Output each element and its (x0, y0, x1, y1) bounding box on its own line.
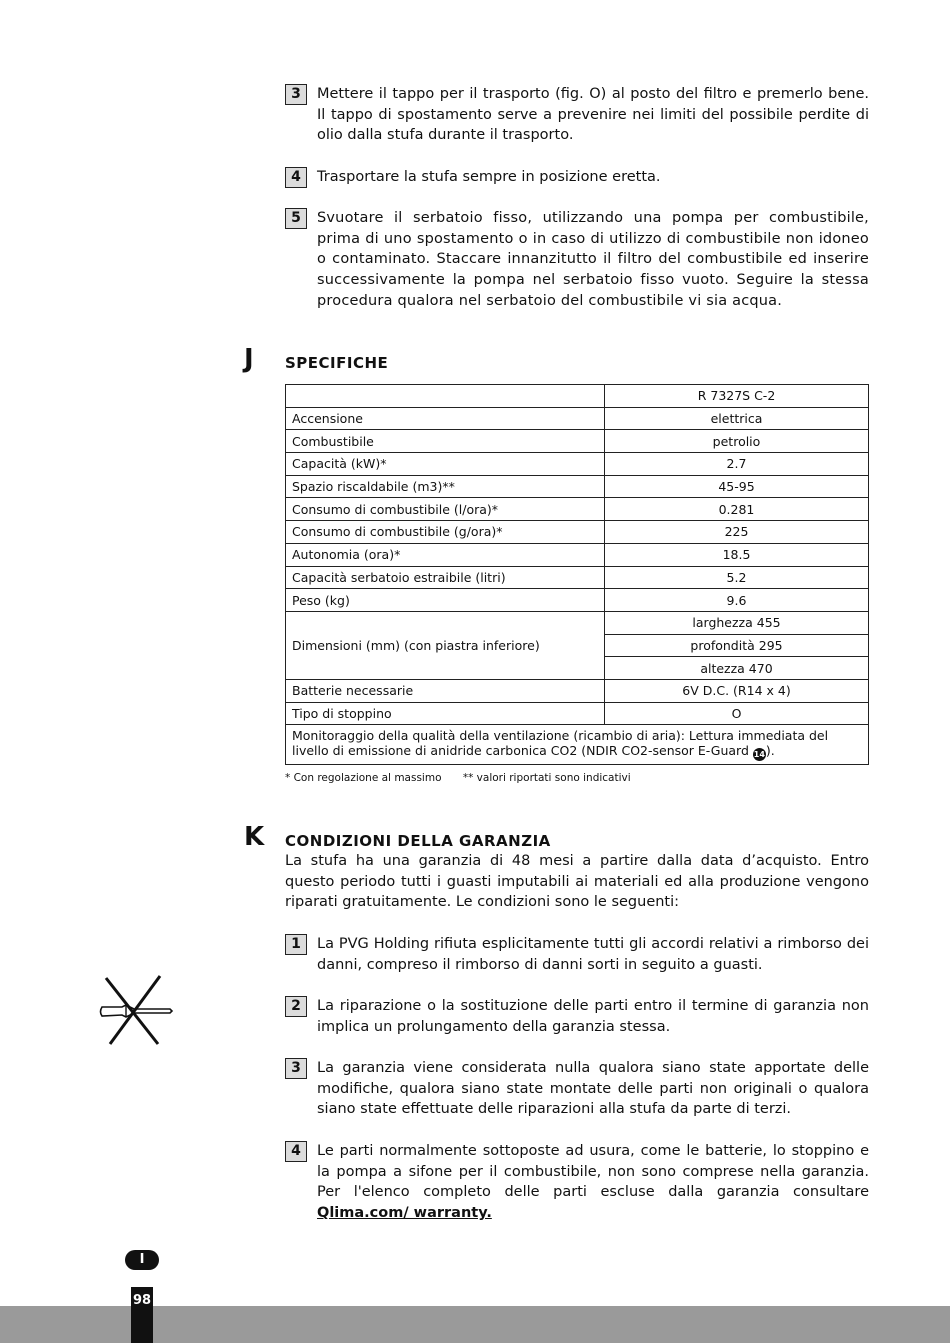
no-screwdriver-icon (96, 974, 176, 1046)
row-value: 18.5 (605, 543, 869, 566)
row-label: Consumo di combustibile (g/ora)* (286, 521, 605, 544)
step-3-transport-cap (285, 84, 869, 146)
footnotes (285, 772, 649, 784)
table-row (286, 589, 869, 612)
step-text (317, 1141, 869, 1224)
table-row (286, 543, 869, 566)
table-row (286, 725, 869, 765)
step-text: La riparazione o la sostituzione delle parti entro il termine di garanzia non implica un prolungamento della garanzia stessa. (317, 998, 869, 1035)
step-text: Svuotare il serbatoio fisso, utilizzando una pompa per combustibile, prima di uno spostamento o in caso di utilizzo di combustibile non idoneo o contaminato. Staccare innanzitutto il filtro del combustibile ed inserire successivamente la pompa nel serbatoio fisso vuoto. Seguire la stessa procedura qualora nel serbatoio del combustibile vi sia acqua. (317, 210, 869, 309)
row-label: Capacità serbatoio estraibile (litri) (286, 566, 605, 589)
row-label: Autonomia (ora)* (286, 543, 605, 566)
row-label: Consumo di combustibile (l/ora)* (286, 498, 605, 521)
step-5-empty-tank (285, 208, 869, 312)
table-row (286, 611, 869, 634)
row-value: petrolio (605, 430, 869, 453)
row-label: Capacità (kW)* (286, 453, 605, 476)
language-badge: I (125, 1250, 159, 1270)
warranty-step-1 (285, 934, 869, 975)
step-number: 3 (285, 1058, 307, 1079)
table-cell (286, 385, 605, 408)
row-label: Spazio riscaldabile (m3)** (286, 475, 605, 498)
table-row (286, 453, 869, 476)
warranty-step-3 (285, 1058, 869, 1120)
table-row (286, 702, 869, 725)
step-text: Mettere il tappo per il trasporto (fig. O) al posto del filtro e premerlo bene. Il tappo di spostamento serve a prevenire nei limiti del possibile perdite di olio dalla stufa durante il trasporto. (317, 86, 869, 144)
warranty-step-2 (285, 996, 869, 1037)
table-row (286, 475, 869, 498)
page-number: 98 (131, 1287, 153, 1343)
step-text-body: Le parti normalmente sottoposte ad usura, come le batterie, lo stoppino e la pompa a sifone per il combustibile, non sono comprese nella garanzia. Per l'elenco completo delle parti escluse dalla garanzia consultare (317, 1143, 869, 1201)
step-text: La garanzia viene considerata nulla qualora siano state apportate delle modifiche, qualora siano state montate delle parti non originali o qualora siano state effettuate delle riparazioni alla stufa da parte di terzi. (317, 1060, 869, 1118)
dimension-height: altezza 470 (605, 657, 869, 680)
section-title-garanzia: CONDIZIONI DELLA GARANZIA (285, 832, 551, 850)
note-end: ). (765, 743, 775, 759)
table-row (286, 679, 869, 702)
row-value: 45-95 (605, 475, 869, 498)
row-label: Peso (kg) (286, 589, 605, 612)
table-header-row (286, 385, 869, 408)
row-value: 6V D.C. (R14 x 4) (605, 679, 869, 702)
dimension-width: larghezza 455 (605, 611, 869, 634)
section-letter-j: J (244, 344, 254, 374)
footnote-indicative: ** valori riportati sono indicativi (462, 772, 631, 784)
table-row (286, 407, 869, 430)
step-number: 4 (285, 167, 307, 188)
table-row (286, 566, 869, 589)
row-value: 5.2 (605, 566, 869, 589)
row-value: 9.6 (605, 589, 869, 612)
note-text: Monitoraggio della qualità della ventilazione (ricambio di aria): Lettura immediata del livello di emissione di anidride carbonica CO2 (NDIR CO2-sensor E-Guard (292, 728, 829, 759)
table-row (286, 521, 869, 544)
row-value: 2.7 (605, 453, 869, 476)
dimensions-label: Dimensioni (mm) (con piastra inferiore) (286, 611, 605, 679)
row-value: O (605, 702, 869, 725)
row-label: Tipo di stoppino (286, 702, 605, 725)
footnote-max-setting: * Con regolazione al massimo (285, 772, 442, 784)
step-text: La PVG Holding rifiuta esplicitamente tutti gli accordi relativi a rimborso dei danni, compreso il rimborso di danni sorti in seguito a guasti. (317, 936, 869, 973)
row-value: 0.281 (605, 498, 869, 521)
section-letter-k: K (244, 822, 265, 852)
step-text: Trasportare la stufa sempre in posizione eretta. (317, 169, 661, 185)
step-number: 5 (285, 208, 307, 229)
warranty-intro: La stufa ha una garanzia di 48 mesi a partire dalla data d’acquisto. Entro questo periodo tutti i guasti imputabili ai materiali ed alla produzione vengono riparati gratuitamente. Le condizioni sono le seguenti: (285, 853, 869, 911)
table-row (286, 430, 869, 453)
row-value: elettrica (605, 407, 869, 430)
figure-ref-14: 14 (753, 750, 765, 760)
spec-table (285, 384, 869, 765)
step-number: 1 (285, 934, 307, 955)
step-number: 3 (285, 84, 307, 105)
row-label: Accensione (286, 407, 605, 430)
warranty-step-4 (285, 1141, 869, 1224)
row-label: Combustibile (286, 430, 605, 453)
step-4-upright (285, 167, 869, 188)
step-number: 2 (285, 996, 307, 1017)
warranty-link[interactable]: Qlima.com/ warranty. (317, 1205, 492, 1222)
dimension-depth: profondità 295 (605, 634, 869, 657)
model-name: R 7327S C-2 (605, 385, 869, 408)
row-label: Batterie necessarie (286, 679, 605, 702)
ventilation-note (286, 725, 869, 765)
step-number: 4 (285, 1141, 307, 1162)
table-row (286, 498, 869, 521)
section-title-specifiche: SPECIFICHE (285, 354, 389, 372)
row-value: 225 (605, 521, 869, 544)
